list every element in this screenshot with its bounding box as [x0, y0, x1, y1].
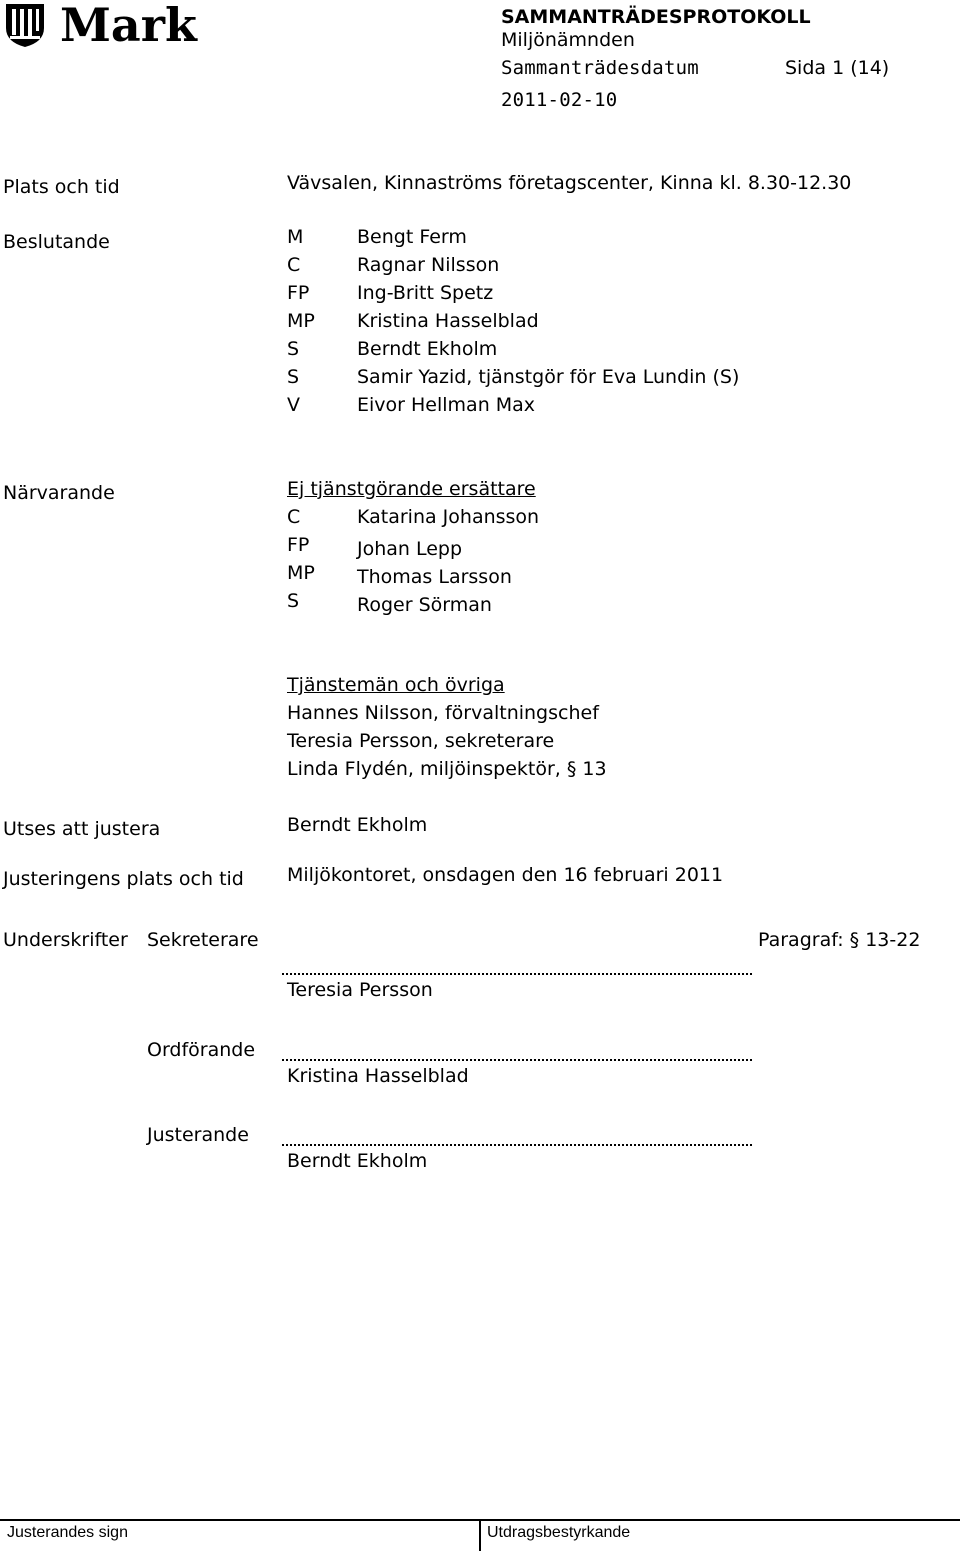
footer-adjuster-sign: Justerandes sign — [7, 1524, 128, 1541]
secretary-label: Sekreterare — [147, 929, 259, 951]
substitute-name: Thomas Larsson — [357, 566, 512, 588]
member-party: FP — [287, 282, 310, 304]
place-time-label: Plats och tid — [3, 176, 120, 198]
municipality-shield-logo — [4, 2, 46, 48]
substitute-party: S — [287, 590, 300, 612]
member-name: Bengt Ferm — [357, 226, 467, 248]
adjuster-value: Berndt Ekholm — [287, 814, 428, 836]
present-label: Närvarande — [3, 482, 115, 504]
adjustment-value: Miljökontoret, onsdagen den 16 februari 2011 — [287, 864, 724, 886]
member-name: Eivor Hellman Max — [357, 394, 536, 416]
substitute-party: FP — [287, 534, 310, 556]
adjustment-label: Justeringens plats och tid — [3, 868, 244, 890]
substitute-name: Roger Sörman — [357, 594, 492, 616]
official-entry: Linda Flydén, miljöinspektör, § 13 — [287, 758, 607, 780]
page-number: Sida 1 (14) — [785, 57, 890, 79]
member-name: Samir Yazid, tjänstgör för Eva Lundin (S) — [357, 366, 740, 388]
adjuster-signature-line — [282, 1144, 752, 1146]
substitutes-heading: Ej tjänstgörande ersättare — [287, 478, 536, 500]
member-name: Kristina Hasselblad — [357, 310, 539, 332]
member-party: C — [287, 254, 301, 276]
meeting-date: 2011-02-10 — [501, 89, 618, 111]
place-time-value: Vävsalen, Kinnaströms företagscenter, Kinna kl. 8.30-12.30 — [287, 172, 852, 194]
secretary-signature-line — [282, 973, 752, 975]
signatures-label: Underskrifter — [3, 929, 128, 951]
meeting-date-label: Sammanträdesdatum — [501, 57, 699, 79]
logo-wordmark: Mark — [60, 0, 197, 52]
chair-name: Kristina Hasselblad — [287, 1065, 469, 1087]
member-name: Ragnar Nilsson — [357, 254, 500, 276]
official-entry: Teresia Persson, sekreterare — [287, 730, 555, 752]
adjuster-label: Utses att justera — [3, 818, 161, 840]
adjuster-signature-label: Justerande — [147, 1124, 249, 1146]
chair-signature-line — [282, 1059, 752, 1061]
member-name: Ing-Britt Spetz — [357, 282, 494, 304]
member-name: Berndt Ekholm — [357, 338, 498, 360]
member-party: V — [287, 394, 300, 416]
footer-column-divider — [479, 1519, 481, 1551]
member-party: M — [287, 226, 304, 248]
substitute-name: Katarina Johansson — [357, 506, 540, 528]
substitute-party: MP — [287, 562, 315, 584]
member-party: MP — [287, 310, 315, 332]
secretary-name: Teresia Persson — [287, 979, 433, 1001]
paragraph-range: Paragraf: § 13-22 — [758, 929, 921, 951]
officials-heading: Tjänstemän och övriga — [287, 674, 505, 696]
committee-name: Miljönämnden — [501, 29, 635, 51]
member-party: S — [287, 366, 300, 388]
member-party: S — [287, 338, 300, 360]
document-title: SAMMANTRÄDESPROTOKOLL — [501, 6, 811, 28]
substitute-name: Johan Lepp — [357, 538, 463, 560]
substitute-party: C — [287, 506, 301, 528]
decision-makers-label: Beslutande — [3, 231, 110, 253]
footer-extract-certification: Utdragsbestyrkande — [487, 1524, 631, 1541]
chair-label: Ordförande — [147, 1039, 256, 1061]
adjuster-signature-name: Berndt Ekholm — [287, 1150, 428, 1172]
official-entry: Hannes Nilsson, förvaltningschef — [287, 702, 599, 724]
